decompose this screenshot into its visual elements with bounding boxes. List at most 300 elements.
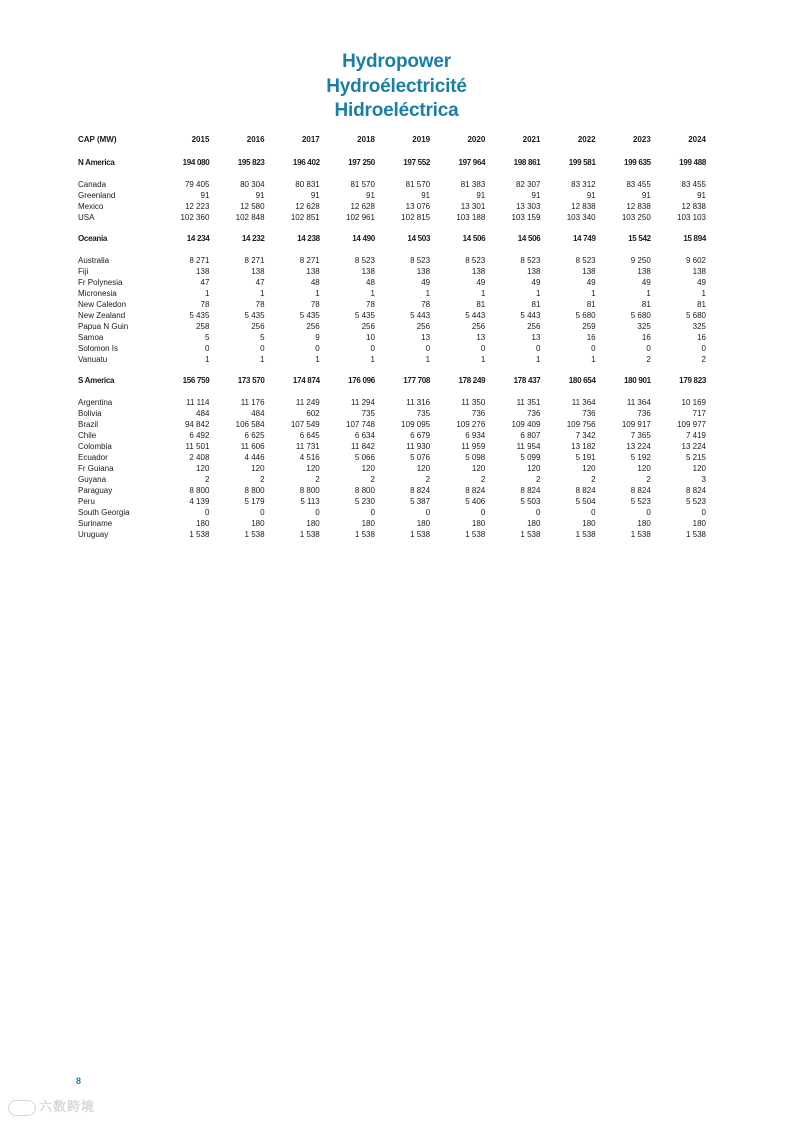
value-cell: 91 [586, 191, 596, 200]
value-cell: 120 [527, 464, 541, 473]
country-name: Solomon Is [78, 344, 119, 353]
spacer-row [78, 146, 706, 157]
value-cell: 5 387 [410, 497, 431, 506]
value-cell: 102 360 [180, 213, 210, 222]
value-cell: 2 [646, 475, 651, 484]
country-name: Papua N Guin [78, 322, 129, 331]
value-cell: 91 [421, 191, 431, 200]
table-row [78, 419, 706, 430]
region-total-cell: 14 490 [352, 234, 375, 243]
value-cell: 13 [476, 333, 486, 342]
value-cell: 7 342 [575, 431, 596, 440]
value-cell: 6 634 [354, 431, 375, 440]
title-es: Hidroeléctrica [334, 100, 459, 121]
table-row [78, 288, 706, 299]
country-name: Australia [78, 256, 110, 265]
value-cell: 8 800 [189, 486, 210, 495]
value-cell: 5 680 [630, 311, 651, 320]
value-cell: 8 800 [354, 486, 375, 495]
region-total-cell: 196 402 [292, 158, 320, 167]
table-row [78, 397, 706, 408]
value-cell: 109 276 [456, 420, 486, 429]
value-cell: 258 [196, 322, 210, 331]
value-cell: 736 [471, 409, 486, 418]
value-cell: 180 [471, 519, 486, 528]
value-cell: 3 [701, 475, 706, 484]
table-row [78, 474, 706, 485]
value-cell: 12 628 [350, 202, 375, 211]
value-cell: 11 364 [571, 398, 596, 407]
value-cell: 11 959 [461, 442, 486, 451]
table-row [78, 190, 706, 201]
value-cell: 138 [527, 267, 541, 276]
value-cell: 83 455 [681, 180, 706, 189]
value-cell: 109 977 [677, 420, 706, 429]
spacer-row [78, 223, 706, 233]
value-cell: 9 [315, 333, 320, 342]
value-cell: 109 756 [566, 420, 596, 429]
country-name: USA [78, 213, 95, 222]
value-cell: 180 [196, 519, 210, 528]
value-cell: 91 [255, 191, 265, 200]
value-cell: 256 [361, 322, 375, 331]
value-cell: 735 [416, 409, 431, 418]
value-cell: 1 538 [685, 530, 706, 539]
value-cell: 6 492 [189, 431, 210, 440]
region-total-cell: 14 238 [297, 234, 320, 243]
spacer-cell [78, 168, 706, 179]
region-total-row [78, 157, 706, 168]
value-cell: 7 365 [630, 431, 651, 440]
value-cell: 4 516 [299, 453, 320, 462]
value-cell: 48 [310, 278, 320, 287]
value-cell: 8 523 [575, 256, 596, 265]
value-cell: 1 538 [630, 530, 651, 539]
value-cell: 1 [535, 289, 541, 298]
spacer-cell [78, 244, 706, 255]
value-cell: 1 [425, 355, 431, 364]
value-cell: 16 [697, 333, 706, 342]
country-name: Uruguay [78, 530, 109, 539]
value-cell: 12 580 [240, 202, 265, 211]
spacer-cell [78, 386, 706, 397]
value-cell: 0 [370, 344, 375, 353]
value-cell: 5 230 [354, 497, 375, 506]
value-cell: 325 [637, 322, 651, 331]
region-total-cell: 173 570 [237, 376, 265, 385]
year-header: 2021 [522, 135, 541, 144]
value-cell: 138 [637, 267, 651, 276]
value-cell: 2 408 [189, 453, 210, 462]
value-cell: 138 [361, 267, 375, 276]
value-cell: 6 807 [520, 431, 541, 440]
value-cell: 5 443 [465, 311, 486, 320]
value-cell: 82 307 [515, 180, 541, 189]
value-cell: 13 224 [626, 442, 651, 451]
value-cell: 8 523 [465, 256, 486, 265]
region-total-cell: 197 552 [403, 158, 431, 167]
region-total-cell: 14 234 [186, 234, 210, 243]
value-cell: 80 304 [240, 180, 265, 189]
value-cell: 13 224 [681, 442, 706, 451]
value-cell: 138 [251, 267, 265, 276]
value-cell: 5 098 [465, 453, 486, 462]
region-total-row [78, 375, 706, 386]
value-cell: 120 [306, 464, 320, 473]
value-cell: 180 [306, 519, 320, 528]
region-total-cell: 14 232 [241, 234, 265, 243]
region-total-cell: 199 488 [679, 158, 706, 167]
value-cell: 8 271 [299, 256, 320, 265]
region-name: Oceania [78, 234, 108, 243]
value-cell: 120 [471, 464, 486, 473]
value-cell: 0 [480, 344, 486, 353]
value-cell: 138 [306, 267, 320, 276]
value-cell: 1 [370, 355, 375, 364]
watermark-text: 六数跨境 [39, 1099, 96, 1114]
value-cell: 102 851 [290, 213, 320, 222]
value-cell: 735 [361, 409, 375, 418]
value-cell: 120 [637, 464, 651, 473]
region-total-cell: 15 894 [683, 234, 706, 243]
value-cell: 8 800 [244, 486, 265, 495]
value-cell: 2 [701, 355, 706, 364]
value-cell: 6 625 [244, 431, 265, 440]
value-cell: 81 [531, 300, 541, 309]
value-cell: 259 [582, 322, 596, 331]
capacity-table [78, 133, 706, 540]
value-cell: 81 570 [405, 180, 431, 189]
value-cell: 106 584 [235, 420, 265, 429]
value-cell: 102 815 [401, 213, 431, 222]
header-row [78, 133, 706, 146]
value-cell: 256 [471, 322, 486, 331]
region-total-cell: 176 096 [348, 376, 375, 385]
country-name: Vanuatu [78, 355, 108, 364]
value-cell: 0 [646, 344, 651, 353]
value-cell: 80 831 [295, 180, 320, 189]
value-cell: 10 [366, 333, 375, 342]
value-cell: 8 271 [189, 256, 210, 265]
value-cell: 11 842 [351, 442, 375, 451]
table-row [78, 266, 706, 277]
value-cell: 1 [591, 355, 596, 364]
value-cell: 107 549 [290, 420, 320, 429]
value-cell: 256 [251, 322, 265, 331]
value-cell: 11 316 [406, 398, 431, 407]
table-row [78, 485, 706, 496]
value-cell: 2 [646, 355, 651, 364]
value-cell: 180 [637, 519, 651, 528]
table-row [78, 179, 706, 190]
region-total-cell: 174 874 [292, 376, 320, 385]
value-cell: 1 538 [520, 530, 541, 539]
value-cell: 16 [641, 333, 651, 342]
value-cell: 4 139 [189, 497, 210, 506]
value-cell: 1 538 [410, 530, 431, 539]
country-name: Chile [78, 431, 97, 440]
region-name: N America [78, 158, 115, 167]
value-cell: 103 340 [566, 213, 596, 222]
value-cell: 1 [425, 289, 431, 298]
country-name: Suriname [78, 519, 113, 528]
country-name: Ecuador [78, 453, 108, 462]
table-row [78, 255, 706, 266]
country-name: New Zealand [78, 311, 126, 320]
value-cell: 16 [586, 333, 596, 342]
value-cell: 138 [582, 267, 596, 276]
value-cell: 11 351 [516, 398, 541, 407]
table-row [78, 212, 706, 223]
watermark-logo-icon [8, 1100, 36, 1116]
value-cell: 47 [200, 278, 210, 287]
country-name: Paraguay [78, 486, 113, 495]
table-row [78, 507, 706, 518]
value-cell: 0 [425, 344, 431, 353]
value-cell: 2 [370, 475, 375, 484]
value-cell: 103 103 [677, 213, 706, 222]
value-cell: 102 848 [235, 213, 265, 222]
value-cell: 11 294 [351, 398, 375, 407]
region-total-cell: 15 542 [628, 234, 651, 243]
value-cell: 484 [251, 409, 265, 418]
value-cell: 138 [692, 267, 706, 276]
value-cell: 0 [701, 344, 706, 353]
spacer-row [78, 386, 706, 397]
value-cell: 1 [701, 289, 706, 298]
value-cell: 8 824 [465, 486, 486, 495]
country-name: Guyana [78, 475, 107, 484]
value-cell: 13 076 [405, 202, 431, 211]
value-cell: 736 [637, 409, 651, 418]
region-total-row [78, 233, 706, 244]
value-cell: 1 [480, 289, 486, 298]
value-cell: 12 838 [626, 202, 651, 211]
value-cell: 1 [260, 289, 265, 298]
value-cell: 83 455 [626, 180, 651, 189]
value-cell: 11 114 [186, 398, 210, 407]
value-cell: 12 223 [184, 202, 210, 211]
table-row [78, 430, 706, 441]
value-cell: 1 [646, 289, 651, 298]
year-header: 2018 [357, 135, 375, 144]
value-cell: 12 628 [295, 202, 320, 211]
value-cell: 5 435 [244, 311, 265, 320]
value-cell: 49 [531, 278, 541, 287]
value-cell: 5 [204, 333, 210, 342]
value-cell: 4 446 [244, 453, 265, 462]
value-cell: 0 [591, 508, 596, 517]
title-en: Hydropower [342, 51, 451, 72]
value-cell: 1 [315, 355, 320, 364]
value-cell: 138 [416, 267, 431, 276]
region-total-cell: 180 654 [568, 376, 596, 385]
value-cell: 7 419 [685, 431, 706, 440]
value-cell: 256 [416, 322, 431, 331]
table-row [78, 201, 706, 212]
value-cell: 11 954 [516, 442, 541, 451]
value-cell: 78 [366, 300, 375, 309]
value-cell: 91 [641, 191, 651, 200]
region-total-cell: 194 080 [182, 158, 210, 167]
spacer-cell [78, 223, 706, 233]
year-header: 2019 [412, 135, 431, 144]
value-cell: 12 838 [681, 202, 706, 211]
value-cell: 8 271 [244, 256, 265, 265]
value-cell: 12 838 [571, 202, 596, 211]
value-cell: 91 [476, 191, 486, 200]
value-cell: 0 [315, 508, 320, 517]
value-cell: 5 179 [244, 497, 265, 506]
value-cell: 9 250 [630, 256, 651, 265]
value-cell: 180 [416, 519, 431, 528]
table-row [78, 310, 706, 321]
value-cell: 103 188 [456, 213, 486, 222]
value-cell: 5 443 [520, 311, 541, 320]
value-cell: 138 [196, 267, 210, 276]
value-cell: 13 [421, 333, 431, 342]
value-cell: 91 [531, 191, 541, 200]
region-total-cell: 198 861 [513, 158, 541, 167]
title-fr: Hydroélectricité [326, 75, 467, 97]
country-name: Samoa [78, 333, 104, 342]
value-cell: 5 680 [685, 311, 706, 320]
value-cell: 5 191 [575, 453, 596, 462]
value-cell: 5 113 [300, 497, 320, 506]
value-cell: 13 [531, 333, 541, 342]
spacer-row [78, 168, 706, 179]
value-cell: 1 [315, 289, 320, 298]
value-cell: 5 406 [465, 497, 486, 506]
value-cell: 5 076 [410, 453, 431, 462]
value-cell: 13 301 [460, 202, 486, 211]
value-cell: 1 538 [299, 530, 320, 539]
value-cell: 2 [260, 475, 265, 484]
value-cell: 0 [535, 344, 541, 353]
value-cell: 1 [370, 289, 375, 298]
year-header: 2020 [467, 135, 486, 144]
value-cell: 1 538 [575, 530, 596, 539]
value-cell: 6 679 [410, 431, 431, 440]
value-cell: 5 523 [685, 497, 706, 506]
value-cell: 138 [471, 267, 486, 276]
value-cell: 103 159 [511, 213, 541, 222]
value-cell: 1 538 [244, 530, 265, 539]
value-cell: 120 [692, 464, 706, 473]
year-header: 2016 [246, 135, 265, 144]
value-cell: 8 800 [299, 486, 320, 495]
country-name: Argentina [78, 398, 113, 407]
value-cell: 49 [697, 278, 706, 287]
value-cell: 94 842 [184, 420, 210, 429]
value-cell: 325 [692, 322, 706, 331]
value-cell: 484 [196, 409, 210, 418]
year-header: 2024 [688, 135, 706, 144]
value-cell: 0 [701, 508, 706, 517]
country-name: Fr Guiana [78, 464, 114, 473]
value-cell: 109 917 [621, 420, 651, 429]
region-total-cell: 195 823 [237, 158, 265, 167]
value-cell: 78 [255, 300, 265, 309]
table-row [78, 496, 706, 507]
value-cell: 736 [582, 409, 596, 418]
table-row [78, 441, 706, 452]
value-cell: 6 934 [465, 431, 486, 440]
year-header: 2022 [577, 135, 596, 144]
table-row [78, 277, 706, 288]
value-cell: 13 303 [515, 202, 541, 211]
value-cell: 1 538 [354, 530, 375, 539]
value-cell: 5 435 [354, 311, 375, 320]
region-total-cell: 197 250 [348, 158, 375, 167]
value-cell: 2 [535, 475, 541, 484]
value-cell: 8 523 [520, 256, 541, 265]
value-cell: 1 [260, 355, 265, 364]
region-total-cell: 14 506 [517, 234, 541, 243]
table-row [78, 343, 706, 354]
value-cell: 2 [315, 475, 320, 484]
watermark [8, 1096, 95, 1116]
value-cell: 5 099 [520, 453, 541, 462]
value-cell: 1 [480, 355, 486, 364]
value-cell: 0 [591, 344, 596, 353]
value-cell: 11 176 [240, 398, 265, 407]
table-row [78, 332, 706, 343]
country-name: Brazil [78, 420, 99, 429]
value-cell: 49 [586, 278, 596, 287]
value-cell: 180 [582, 519, 596, 528]
value-cell: 1 538 [189, 530, 210, 539]
value-cell: 5 443 [410, 311, 431, 320]
table-row [78, 463, 706, 474]
value-cell: 0 [370, 508, 375, 517]
value-cell: 2 [425, 475, 431, 484]
value-cell: 180 [527, 519, 541, 528]
table-row [78, 321, 706, 332]
table-row [78, 529, 706, 540]
year-header: 2017 [301, 135, 320, 144]
value-cell: 91 [366, 191, 375, 200]
value-cell: 120 [196, 464, 210, 473]
value-cell: 8 824 [575, 486, 596, 495]
value-cell: 5 504 [575, 497, 596, 506]
header-label: CAP (MW) [78, 135, 117, 144]
value-cell: 11 350 [461, 398, 486, 407]
country-name: Mexico [78, 202, 104, 211]
region-total-cell: 178 249 [458, 376, 486, 385]
value-cell: 2 [591, 475, 596, 484]
value-cell: 109 095 [401, 420, 431, 429]
value-cell: 120 [361, 464, 375, 473]
country-name: South Georgia [78, 508, 130, 517]
value-cell: 81 [476, 300, 486, 309]
value-cell: 83 312 [571, 180, 596, 189]
value-cell: 256 [527, 322, 541, 331]
value-cell: 81 [586, 300, 596, 309]
value-cell: 81 [641, 300, 651, 309]
table-row [78, 408, 706, 419]
spacer-cell [78, 365, 706, 375]
year-header: 2023 [632, 135, 651, 144]
value-cell: 8 824 [685, 486, 706, 495]
country-name: New Caledon [78, 300, 127, 309]
value-cell: 49 [476, 278, 486, 287]
title-block [0, 50, 793, 124]
value-cell: 78 [421, 300, 431, 309]
value-cell: 109 409 [511, 420, 541, 429]
value-cell: 9 602 [685, 256, 706, 265]
value-cell: 120 [416, 464, 431, 473]
